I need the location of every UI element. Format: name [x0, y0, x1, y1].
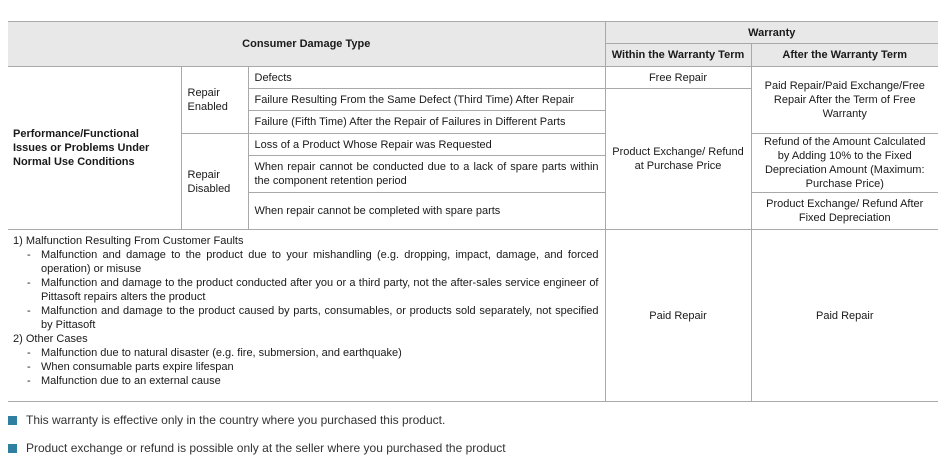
customer-faults-heading-2: 2) Other Cases: [13, 333, 88, 345]
note-item: [8, 413, 506, 427]
within-paid-repair: Paid Repair: [605, 230, 751, 402]
list-item: [13, 346, 599, 360]
dash-bullet: -: [27, 375, 31, 387]
header-within-term: Within the Warranty Term: [605, 44, 751, 67]
list-item-text: When consumable parts expire lifespan: [41, 361, 234, 373]
header-after-term: After the Warranty Term: [751, 44, 938, 67]
note-item: [8, 441, 506, 455]
row-same-defect: Failure Resulting From the Same Defect (Third Time) After Repair: [248, 89, 605, 111]
list-item: [13, 248, 599, 276]
after-paid-repair: Paid Repair: [751, 230, 938, 402]
dash-bullet: -: [27, 249, 31, 261]
list-item: [13, 374, 599, 388]
list-item-text: Malfunction and damage to the product conducted after you or a third party, not the after-sales service engineer of Pittasoft repairs alters the product: [41, 277, 599, 303]
after-refund-10: Refund of the Amount Calculated by Adding 10% to the Fixed Depreciation Amount (Maximum: Purchase Price): [751, 134, 938, 193]
after-exchange-refund: Product Exchange/ Refund After Fixed Depreciation: [751, 193, 938, 230]
after-paid-exchange: Paid Repair/Paid Exchange/Free Repair After the Term of Free Warranty: [751, 67, 938, 134]
dash-bullet: -: [27, 305, 31, 317]
row-fifth-time: Failure (Fifth Time) After the Repair of Failures in Different Parts: [248, 111, 605, 134]
within-exchange: Product Exchange/ Refund at Purchase Price: [605, 89, 751, 230]
dash-bullet: -: [27, 361, 31, 373]
customer-faults-heading-1: 1) Malfunction Resulting From Customer Faults: [13, 235, 244, 247]
customer-faults-list-1: [13, 248, 599, 332]
list-item: [13, 276, 599, 304]
note-text: This warranty is effective only in the country where you purchased this product.: [26, 413, 446, 427]
dash-bullet: -: [27, 347, 31, 359]
row-loss: Loss of a Product Whose Repair was Requested: [248, 134, 605, 156]
header-warranty: Warranty: [605, 22, 938, 44]
within-free-repair: Free Repair: [605, 67, 751, 89]
warranty-table: [8, 21, 938, 402]
notes-list: [8, 413, 506, 455]
note-text: Product exchange or refund is possible only at the seller where you purchased the product: [26, 441, 506, 455]
list-item: [13, 304, 599, 332]
square-bullet-icon: [8, 416, 17, 425]
dash-bullet: -: [27, 277, 31, 289]
customer-faults-list-2: [13, 346, 599, 388]
row-defects: Defects: [248, 67, 605, 89]
customer-faults-cell: [8, 230, 605, 402]
repair-disabled-label: Repair Disabled: [181, 134, 248, 230]
list-item: [13, 360, 599, 374]
row-spare-fail: When repair cannot be completed with spare parts: [248, 193, 605, 230]
list-item-text: Malfunction and damage to the product caused by parts, consumables, or products sold separately, not specified by Pittasoft: [41, 305, 599, 331]
list-item-text: Malfunction and damage to the product due to your mishandling (e.g. dropping, impact, damage, and forced operation) or misuse: [41, 249, 599, 275]
header-damage-type: Consumer Damage Type: [8, 22, 605, 67]
list-item-text: Malfunction due to an external cause: [41, 375, 221, 387]
group-label: Performance/Functional Issues or Problems Under Normal Use Conditions: [8, 67, 181, 230]
list-item-text: Malfunction due to natural disaster (e.g. fire, submersion, and earthquake): [41, 347, 402, 359]
row-no-spare: When repair cannot be conducted due to a lack of spare parts within the component retention period: [248, 156, 605, 193]
repair-enabled-label: Repair Enabled: [181, 67, 248, 134]
square-bullet-icon: [8, 444, 17, 453]
